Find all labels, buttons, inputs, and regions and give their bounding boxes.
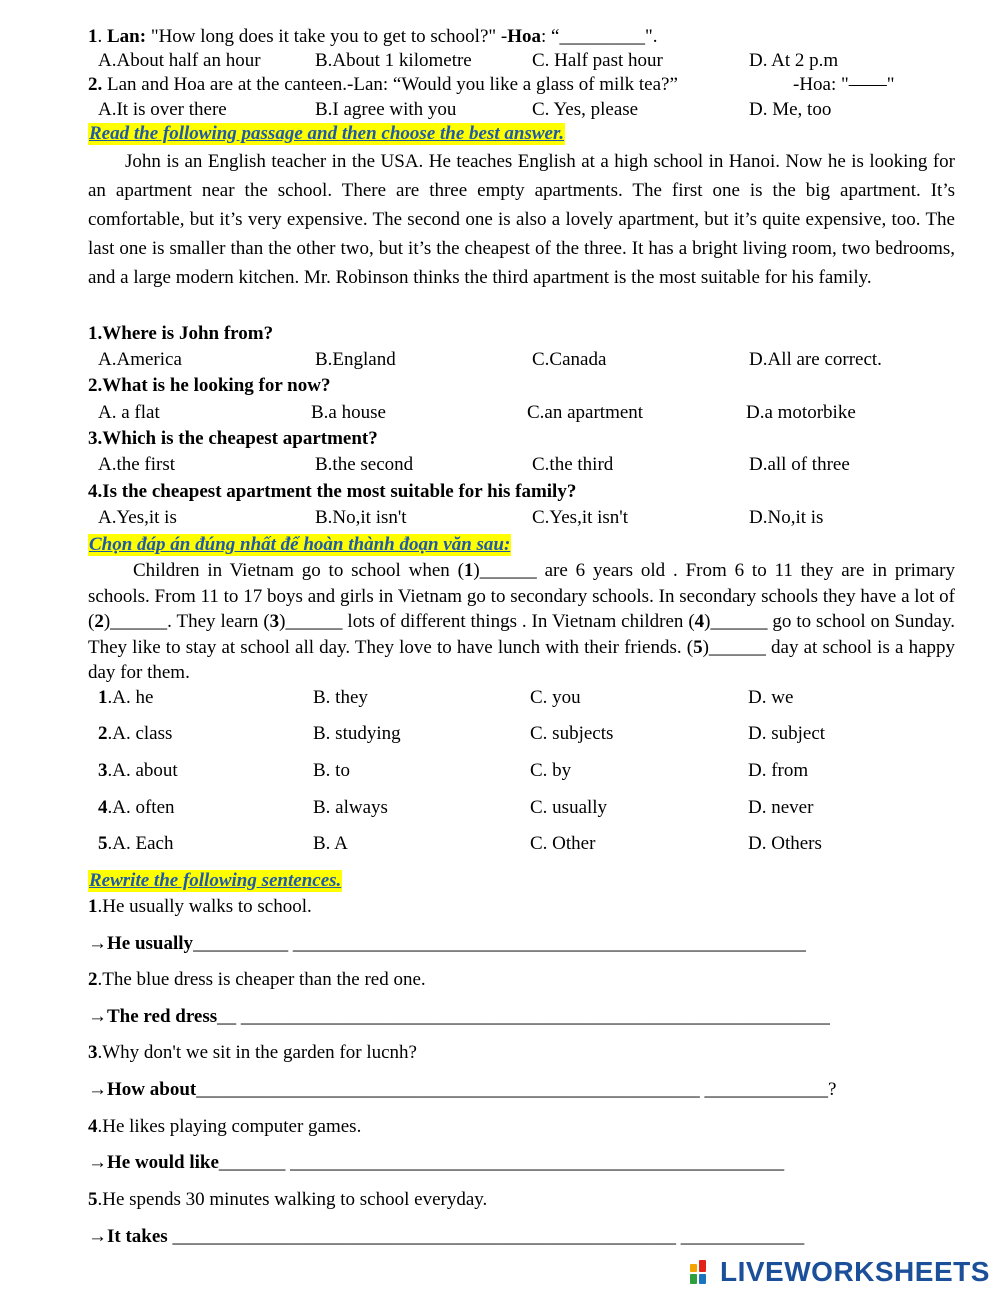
item-number: 2 — [88, 969, 98, 990]
option-d[interactable]: D. Others — [748, 833, 822, 854]
option-a[interactable]: .A. Each — [107, 833, 174, 854]
option-b[interactable]: B.England — [315, 349, 396, 370]
section-1-heading: Read the following passage and then choose the best answer. — [89, 123, 565, 144]
item-number: 4 — [98, 797, 108, 818]
section-2-heading: Chọn đáp án đúng nhất để hoàn thành đoạn văn sau: — [89, 534, 511, 555]
sentence-start: It takes — [107, 1226, 168, 1247]
liveworksheets-logo[interactable] — [690, 1257, 990, 1287]
option-c[interactable]: C.an apartment — [527, 402, 644, 423]
option-a[interactable]: .A. often — [107, 797, 175, 818]
sentence-start: The red dress — [107, 1006, 218, 1027]
speaker-hoa: Hoa — [507, 26, 542, 47]
item-number: 3 — [98, 760, 108, 781]
original-sentence: .He usually walks to school. — [97, 896, 312, 917]
gap-number: 5 — [693, 636, 703, 658]
rewrite-answer-2 — [88, 1005, 830, 1029]
option-c[interactable]: C. usually — [530, 797, 608, 818]
cloze-item-3 — [98, 759, 958, 783]
item-number: 3 — [88, 1042, 98, 1063]
arrow-icon: → — [88, 1226, 107, 1247]
item-number: 2 — [98, 723, 108, 744]
option-b[interactable]: B.No,it isn't — [315, 507, 407, 528]
reading-question-4-options — [98, 506, 958, 530]
item-number: 1 — [98, 687, 108, 708]
arrow-icon: → — [88, 933, 107, 954]
sentence-start: He would like — [107, 1152, 219, 1173]
rewrite-answer-3 — [88, 1078, 836, 1102]
reading-passage: John is an English teacher in the USA. He teaches English at a high school in Hanoi. Now he is looking for an apartment near the school. There are three empty apartments. The first one is the big apartment. It’s comfortable, but it’s very expensive. The second one is also a lovely apartment, but it’s quite expensive, too. The last one is smaller than the other two, but it’s the cheapest of the three. It has a bright living room, two bedrooms, and a large modern kitchen. Mr. Robinson thinks the third apartment is the most suitable for his family. — [88, 151, 955, 288]
option-b[interactable]: B. studying — [313, 723, 401, 744]
cloze-text: )______ go to school on Sunday. They like to stay at school all day. They love to have lunch with their friends. ( — [88, 611, 956, 658]
option-b[interactable]: B.I agree with you — [315, 99, 457, 120]
option-b[interactable]: B. to — [313, 760, 350, 781]
item-number: 5 — [98, 833, 108, 854]
option-a[interactable]: .A. about — [107, 760, 178, 781]
answer-blank[interactable]: _____________________________________________________ _____________ — [167, 1226, 805, 1247]
gap-number: 4 — [694, 611, 705, 632]
option-d[interactable]: D. from — [748, 760, 809, 781]
item-number: 1 — [88, 896, 98, 917]
option-d[interactable]: D.all of three — [749, 454, 850, 475]
cloze-item-2 — [98, 722, 958, 746]
cloze-text: )______ are 6 years old . From 6 to 11 they are in primary schools. From 11 to 17 boys and girls in Vietnam go to secondary schools. In secondary schools they have a lot of ( — [88, 560, 955, 632]
answer-blank[interactable]: __ ______________________________________________________________ — [217, 1006, 830, 1027]
item-number: 5 — [88, 1189, 98, 1210]
answer-blank[interactable]: __________ ______________________________________________________ — [193, 933, 806, 954]
rewrite-answer-1 — [88, 932, 806, 956]
reading-question-1-options — [98, 348, 958, 372]
cloze-text: )______ lots of different things . In Vietnam children ( — [279, 611, 695, 632]
option-b[interactable]: B. they — [313, 687, 368, 708]
sentence-start: How about — [107, 1079, 197, 1100]
item-number: 4 — [88, 1116, 98, 1137]
rewrite-sentence-3 — [88, 1041, 417, 1065]
option-d[interactable]: D.No,it is — [749, 507, 824, 528]
cloze-text: )______. They learn ( — [103, 611, 270, 632]
option-c[interactable]: C. Other — [530, 833, 596, 854]
rewrite-answer-4 — [88, 1151, 784, 1175]
reading-question-3: 3.Which is the cheapest apartment? — [88, 428, 378, 449]
option-d[interactable]: D. Me, too — [749, 99, 832, 120]
option-b[interactable]: B.About 1 kilometre — [315, 50, 472, 71]
option-c[interactable]: C. Half past hour — [532, 50, 663, 71]
reading-question-4: 4.Is the cheapest apartment the most suitable for his family? — [88, 481, 577, 502]
original-sentence: .Why don't we sit in the garden for lucnh? — [97, 1042, 417, 1063]
original-sentence: .He spends 30 minutes walking to school everyday. — [97, 1189, 488, 1210]
gap-number: 2 — [94, 611, 104, 632]
dialog-1-options — [98, 49, 958, 73]
option-a[interactable]: A.Yes,it is — [98, 507, 177, 528]
reading-question-2-options — [98, 401, 958, 425]
liveworksheets-mark-icon — [690, 1260, 716, 1284]
option-b[interactable]: B.the second — [315, 454, 414, 475]
sentence-start: He usually — [107, 933, 194, 954]
gap-number: 3 — [269, 611, 280, 632]
question-text: Lan and Hoa are at the canteen.-Lan: “Would you like a glass of milk tea?” — [102, 74, 678, 95]
reading-question-3-options — [98, 453, 958, 477]
cloze-text: )______ day at school is a happy day for them. — [88, 636, 955, 683]
answer-blank[interactable]: _______ ____________________________________________________ — [218, 1152, 785, 1173]
cloze-text: Children in Vietnam go to school when ( — [133, 560, 464, 581]
option-c[interactable]: C.Yes,it isn't — [532, 507, 629, 528]
option-d[interactable]: D.a motorbike — [746, 402, 856, 423]
dialog-2-options — [98, 98, 958, 122]
logo-text: LIVEWORKSHEETS — [720, 1256, 990, 1287]
option-c[interactable]: C. you — [530, 687, 581, 708]
option-a[interactable]: A.About half an hour — [98, 50, 261, 71]
option-d[interactable]: D.All are correct. — [749, 349, 882, 370]
option-c[interactable]: C.the third — [532, 454, 614, 475]
cloze-item-5 — [98, 832, 958, 856]
cloze-item-4 — [98, 796, 958, 820]
option-c[interactable]: C. subjects — [530, 723, 614, 744]
option-a[interactable]: .A. class — [107, 723, 173, 744]
dialog-question-2 — [88, 73, 956, 97]
rewrite-sentence-2 — [88, 968, 426, 992]
answer-blank[interactable]: _____________________________________________________ _____________? — [196, 1079, 837, 1100]
option-a[interactable]: A.America — [98, 349, 182, 370]
arrow-icon: → — [88, 1006, 107, 1027]
option-a[interactable]: A.the first — [98, 454, 176, 475]
arrow-icon: → — [88, 1079, 107, 1100]
original-sentence: .The blue dress is cheaper than the red one. — [97, 969, 426, 990]
arrow-icon: → — [88, 1152, 107, 1173]
section-3-heading: Rewrite the following sentences. — [89, 870, 342, 891]
option-c[interactable]: C.Canada — [532, 349, 607, 370]
rewrite-sentence-5 — [88, 1188, 487, 1212]
answer-blank[interactable]: -Hoa: "——" — [793, 74, 895, 95]
cloze-item-1 — [98, 686, 958, 710]
rewrite-answer-5 — [88, 1225, 804, 1249]
reading-question-1: 1.Where is John from? — [88, 323, 274, 344]
option-b[interactable]: B.a house — [311, 402, 386, 423]
answer-blank[interactable]: : “_________". — [541, 26, 658, 47]
option-b[interactable]: B. A — [313, 833, 348, 854]
cloze-passage — [88, 558, 955, 686]
option-d[interactable]: D. we — [748, 687, 794, 708]
question-number: 2. — [88, 74, 103, 95]
rewrite-sentence-4 — [88, 1115, 361, 1139]
original-sentence: .He likes playing computer games. — [97, 1116, 362, 1137]
option-b[interactable]: B. always — [313, 797, 388, 818]
question-number: 1 — [88, 26, 98, 47]
option-c[interactable]: C. Yes, please — [532, 99, 639, 120]
option-a[interactable]: A.It is over there — [98, 99, 227, 120]
reading-question-2: 2.What is he looking for now? — [88, 375, 331, 396]
option-d[interactable]: D. subject — [748, 723, 826, 744]
dialog-question-1: 1. Lan: "How long does it take you to get to school?" -Hoa: “_________". — [88, 26, 658, 47]
option-d[interactable]: D. never — [748, 797, 814, 818]
option-d[interactable]: D. At 2 p.m — [749, 50, 839, 71]
gap-number: 1 — [463, 560, 474, 581]
option-c[interactable]: C. by — [530, 760, 572, 781]
rewrite-sentence-1 — [88, 895, 312, 919]
option-a[interactable]: .A. he — [107, 687, 154, 708]
question-text: "How long does it take you to get to school?" - — [146, 26, 508, 47]
option-a[interactable]: A. a flat — [98, 402, 160, 423]
speaker-lan: Lan: — [107, 26, 147, 47]
